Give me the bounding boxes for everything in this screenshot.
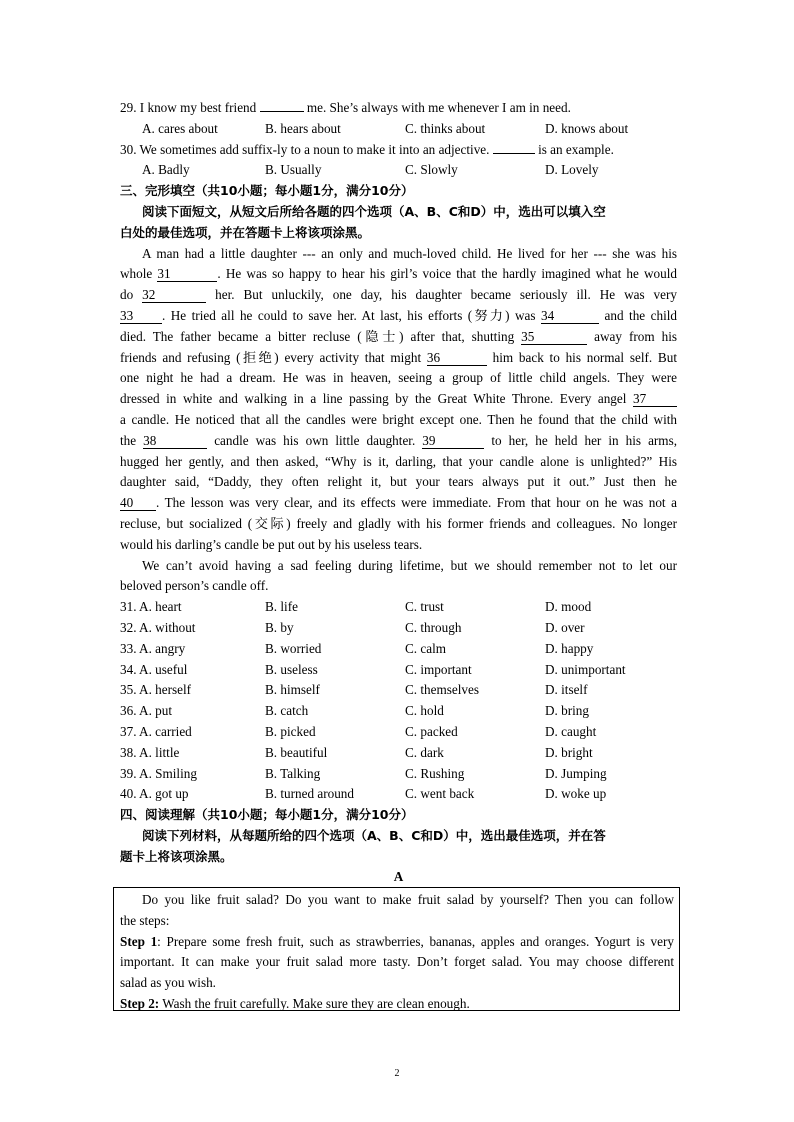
option: C. hold — [405, 703, 444, 719]
option: D. Jumping — [545, 765, 607, 781]
cloze-option-row — [120, 660, 677, 681]
passage-line: do 32 her. But unluckily, one day, his daughter became seriously ill. He was very — [120, 287, 677, 303]
option: B. turned around — [265, 786, 354, 802]
option: B. beautiful — [265, 744, 328, 760]
passage-line: 33 . He tried all he could to save her. At last, his efforts (努力) was 34 and the child — [120, 307, 677, 323]
section-heading: 四、阅读理解（共10小题；每小题1分，满分10分） — [120, 807, 414, 823]
cloze-option-row — [120, 618, 677, 639]
option: 31. A. heart — [120, 599, 182, 615]
option: D. knows about — [545, 120, 629, 136]
option: D. bright — [545, 744, 593, 760]
option: C. Rushing — [405, 765, 465, 781]
passage-line: a candle. He noticed that all the candles were bright except one. Then he found that the child with — [120, 411, 677, 427]
option: C. Slowly — [405, 162, 458, 178]
option: 37. A. carried — [120, 723, 192, 739]
section-heading: 三、完形填空（共10小题；每小题1分，满分10分） — [120, 183, 414, 199]
option: D. over — [545, 619, 585, 635]
cloze-option-row — [120, 639, 677, 660]
cloze-option-row — [120, 701, 677, 722]
cloze-blank: 31 — [157, 267, 217, 282]
passage-line: would his darling’s candle be put out by his useless tears. — [120, 536, 423, 552]
passage-line: recluse, but socialized (交际) freely and gladly with his former friends and colleagues. No longer — [120, 515, 677, 531]
option: D. Lovely — [545, 162, 599, 178]
option: D. mood — [545, 599, 592, 615]
passage-line: friends and refusing (拒绝) every activity that might 36 him back to his normal self. But — [120, 349, 677, 365]
cloze-option-row — [120, 743, 677, 764]
passage-line: A man had a little daughter --- an only and much-loved child. He lived for her --- she was his — [142, 245, 677, 261]
option: B. by — [265, 619, 294, 635]
cloze-option-row — [120, 680, 677, 701]
question-30-stem: 30. We sometimes add suffix-ly to a noun to make it into an adjective. is an example. — [120, 141, 614, 157]
option: C. packed — [405, 723, 458, 739]
option: D. itself — [545, 682, 588, 698]
section-instruction: 白处的最佳选项，并在答题卡上将该项涂黑。 — [120, 224, 371, 240]
option: B. Talking — [265, 765, 321, 781]
option: 35. A. herself — [120, 682, 192, 698]
option: A. cares about — [142, 120, 218, 136]
option: A. Badly — [142, 162, 190, 178]
passage-line: salad as you wish. — [120, 975, 216, 991]
cloze-option-row — [120, 784, 677, 805]
question-30-options — [120, 160, 677, 181]
passage-line: whole 31 . He was so happy to hear his girl’s voice that the hardly imagined what he would — [120, 266, 677, 282]
option: B. himself — [265, 682, 320, 698]
option: 34. A. useful — [120, 661, 188, 677]
option: 40. A. got up — [120, 786, 189, 802]
option: C. thinks about — [405, 120, 486, 136]
cloze-blank: 38 — [143, 434, 207, 449]
option: C. important — [405, 661, 472, 677]
passage-line: the 38 candle was his own little daughter. 39 to her, he held her in his arms, — [120, 432, 677, 448]
option: 38. A. little — [120, 744, 180, 760]
cloze-blank: 32 — [142, 288, 206, 303]
option: B. useless — [265, 661, 318, 677]
option: D. bring — [545, 703, 589, 719]
cloze-options-list — [120, 597, 677, 805]
option: C. trust — [405, 599, 444, 615]
option: D. unimportant — [545, 661, 626, 677]
page-content — [120, 98, 677, 887]
option: 36. A. put — [120, 703, 173, 719]
answer-blank — [260, 111, 304, 112]
option: D. woke up — [545, 786, 607, 802]
passage-line: 40 . The lesson was very clear, and its effects were immediate. From that hour on he was not a — [120, 495, 677, 511]
option: C. calm — [405, 640, 447, 656]
section-instruction: 阅读下列材料，从每题所给的四个选项（A、B、C和D）中，选出最佳选项，并在答 — [142, 827, 606, 843]
option: 39. A. Smiling — [120, 765, 197, 781]
passage-line: Step 1: Prepare some fresh fruit, such as strawberries, bananas, apples and oranges. Yogurt is very — [120, 933, 674, 949]
cloze-option-row — [120, 764, 677, 785]
option: C. through — [405, 619, 462, 635]
cloze-option-row — [120, 722, 677, 743]
option: C. went back — [405, 786, 475, 802]
passage-line: Step 2: Wash the fruit carefully. Make sure they are clean enough. — [120, 995, 470, 1011]
option: B. Usually — [265, 162, 322, 178]
option: B. catch — [265, 703, 309, 719]
cloze-blank: 36 — [427, 351, 487, 366]
cloze-blank: 39 — [422, 434, 484, 449]
passage-line: died. The father became a bitter recluse (隐士) after that, shutting 35 away from his — [120, 328, 677, 344]
option: 32. A. without — [120, 619, 196, 635]
option: D. happy — [545, 640, 594, 656]
cloze-blank: 35 — [521, 330, 587, 345]
option: B. hears about — [265, 120, 341, 136]
option: 33. A. angry — [120, 640, 186, 656]
question-29-options — [120, 119, 677, 140]
section-instruction: 阅读下面短文，从短文后所给各题的四个选项（A、B、C和D）中，选出可以填入空 — [142, 203, 606, 219]
passage-line: dressed in white and walking in a line passing by the Great White Throne. Every angel 37 — [120, 389, 677, 410]
option: B. worried — [265, 640, 322, 656]
reading-passage-box — [113, 887, 680, 1011]
option: C. themselves — [405, 682, 479, 698]
step-label: Step 1 — [120, 933, 158, 949]
cloze-blank: 34 — [541, 309, 599, 324]
page-number: 2 — [394, 1068, 400, 1079]
passage-label: A — [393, 869, 404, 885]
option: D. caught — [545, 723, 597, 739]
passage-line: Do you like fruit salad? Do you want to make fruit salad by yourself? Then you can follow — [142, 892, 674, 907]
passage-line: beloved person’s candle off. — [120, 578, 269, 594]
step-label: Step 2: — [120, 995, 160, 1011]
option: B. picked — [265, 723, 316, 739]
cloze-blank: 37 — [633, 392, 677, 407]
passage-line: the steps: — [120, 912, 170, 928]
cloze-blank: 40 — [120, 496, 156, 511]
passage-line: one night he had a dream. He was in heaven, seeing a group of little child angels. They were — [120, 370, 677, 386]
answer-blank — [493, 153, 535, 154]
option: B. life — [265, 599, 298, 615]
option: C. dark — [405, 744, 444, 760]
cloze-blank: 33 — [120, 309, 162, 324]
cloze-option-row — [120, 597, 677, 618]
passage-line: hugged her gently, and then asked, “Why is it, darling, that your candle alone is unlighted?” His — [120, 453, 677, 469]
passage-line: We can’t avoid having a sad feeling during lifetime, but we should remember not to let our — [142, 557, 677, 573]
passage-line: important. It can make your fruit salad more tasty. Don’t forget salad. You may choose different — [120, 954, 674, 970]
passage-line: daughter said, “Daddy, they often relight it, but your tears always put it out.” Just then he — [120, 474, 677, 490]
question-29-stem: 29. I know my best friend me. She’s always with me whenever I am in need. — [120, 100, 571, 115]
section-instruction: 题卡上将该项涂黑。 — [120, 848, 233, 864]
